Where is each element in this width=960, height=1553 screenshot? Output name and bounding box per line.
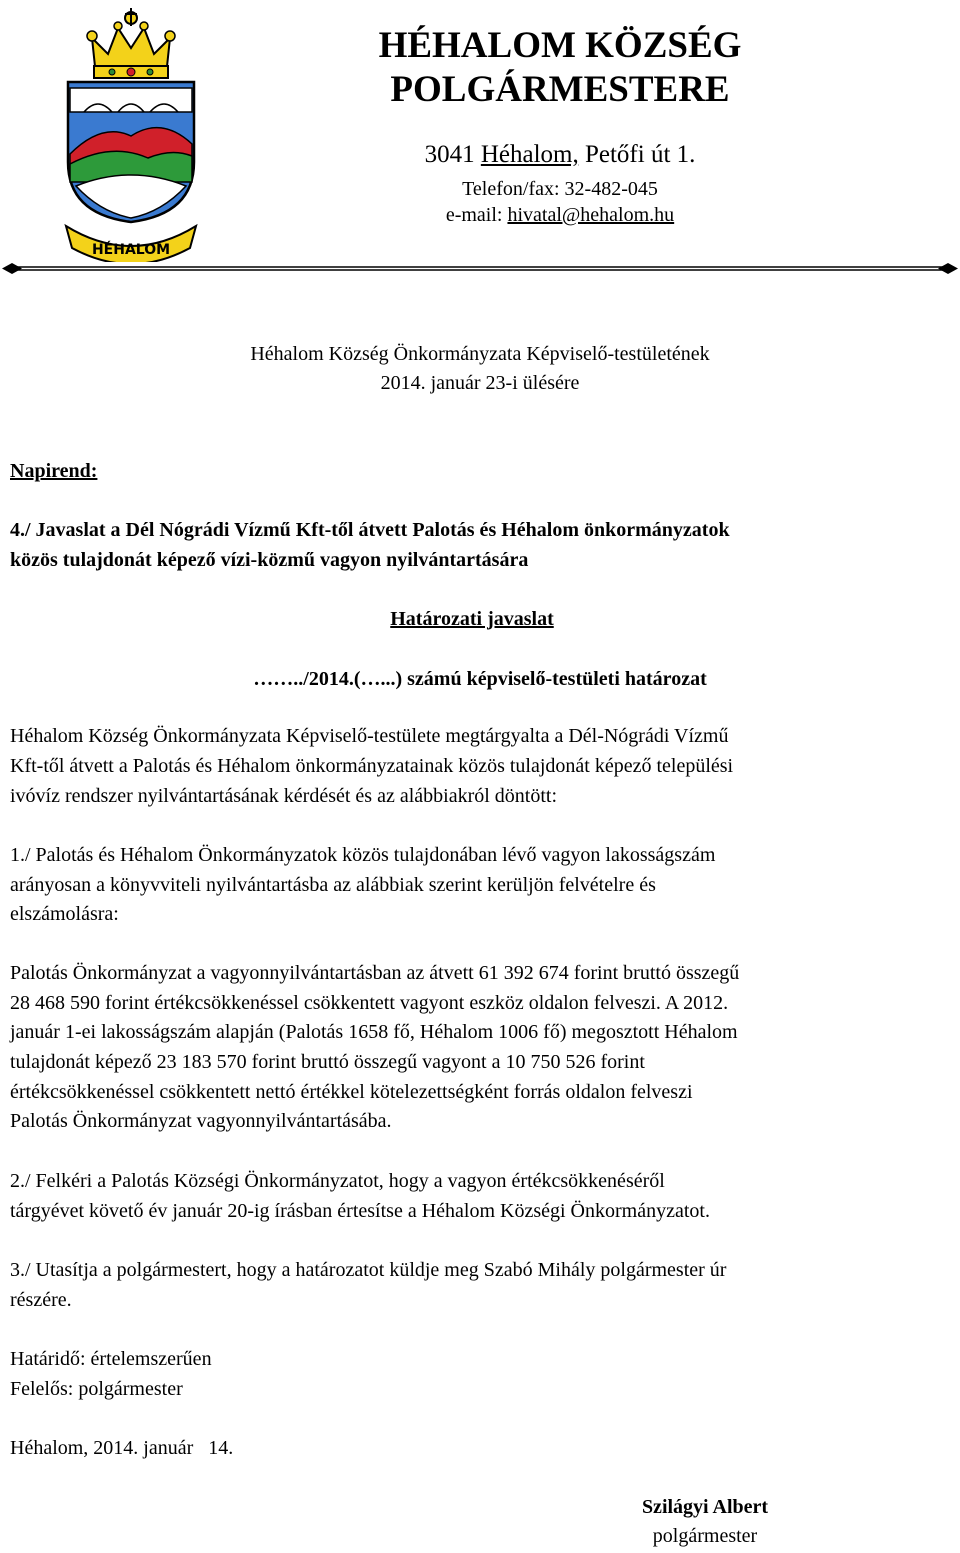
meeting-line1: Héhalom Község Önkormányzata Képviselő-testületének: [250, 343, 710, 365]
responsible-line: Felelős: polgármester: [10, 1378, 183, 1400]
point1-line1: 1./ Palotás és Héhalom Önkormányzatok közös tulajdonában lévő vagyon lakosságszám: [10, 844, 716, 866]
meeting-line2: 2014. január 23-i ülésére: [380, 372, 580, 394]
point2-line2: tárgyévet követő év január 20-ig írásban értesítse a Héhalom Községi Önkormányzatot.: [10, 1200, 710, 1222]
agenda-item-line2: közös tulajdonát képező vízi-közmű vagyon nyilvántartására: [10, 549, 529, 571]
point1-detail-line6: Palotás Önkormányzat vagyonnyilvántartásába.: [10, 1110, 392, 1132]
resolution-heading: Határozati javaslat: [390, 608, 554, 630]
address-zip: 3041: [424, 141, 475, 168]
point1-detail-line1: Palotás Önkormányzat a vagyonnyilvántartásban az átvett 61 392 674 forint bruttó összegű: [10, 962, 740, 984]
point1-detail-line4: tulajdonát képező 23 183 570 forint bruttó összegű vagyont a 10 750 526 forint: [10, 1051, 645, 1073]
point1-line3: elszámolásra:: [10, 903, 119, 925]
place-date-line: Héhalom, 2014. január 14.: [10, 1437, 234, 1459]
point3-line1: 3./ Utasítja a polgármestert, hogy a határozatot küldje meg Szabó Mihály polgármester úr: [10, 1259, 727, 1281]
phone-line: Telefon/fax: 32-482-045: [462, 178, 658, 200]
intro-line1: Héhalom Község Önkormányzata Képviselő-testülete megtárgyalta a Dél-Nógrádi Vízmű: [10, 725, 729, 747]
office-title-line1: HÉHALOM KÖZSÉG: [378, 25, 742, 66]
agenda-label: Napirend:: [10, 460, 98, 482]
intro-line2: Kft-től átvett a Palotás és Héhalom önkormányzatainak közös tulajdonát képező települési: [10, 755, 734, 777]
signatory-title: polgármester: [652, 1525, 758, 1547]
office-title-line2: POLGÁRMESTERE: [390, 69, 730, 110]
signatory-name: Szilágyi Albert: [641, 1496, 769, 1518]
point1-detail-line3: január 1-ei lakosságszám alapján (Palotás 1658 fő, Héhalom 1006 fő) megosztott Héhalom: [10, 1021, 738, 1043]
address-city: Héhalom,: [480, 141, 579, 168]
email-line: [300, 202, 820, 228]
point1-detail-line2: 28 468 590 forint értékcsökkenéssel csökkentett vagyont eszköz oldalon felveszi. A 2012.: [10, 992, 729, 1014]
address-street: Petőfi út 1.: [584, 141, 696, 168]
resolution-number-line: ……../2014.(…...) számú képviselő-testületi határozat: [253, 668, 707, 690]
point1-line2: arányosan a könyvviteli nyilvántartásba az alábbiak szerint kerüljön felvételre és: [10, 874, 656, 896]
email-link[interactable]: hivatal@hehalom.hu: [507, 204, 675, 226]
deadline-line: Határidő: értelemszerűen: [10, 1348, 212, 1370]
point1-detail-line5: értékcsökkenéssel csökkentett nettó értékkel kötelezettségként forrás oldalon felveszi: [10, 1081, 693, 1103]
crest-ribbon-text: HÉHALOM: [91, 242, 171, 258]
point3-line2: részére.: [10, 1289, 72, 1311]
address-line: [300, 140, 820, 170]
email-label: e-mail:: [445, 204, 503, 226]
intro-line3: ivóvíz rendszer nyilvántartásának kérdését és az alábbiakról döntött:: [10, 785, 558, 807]
agenda-item-line1: 4./ Javaslat a Dél Nógrádi Vízmű Kft-től átvett Palotás és Héhalom önkormányzatok: [10, 519, 730, 541]
point2-line1: 2./ Felkéri a Palotás Községi Önkormányzatot, hogy a vagyon értékcsökkenéséről: [10, 1170, 665, 1192]
header-divider: [0, 260, 960, 276]
municipal-crest-logo: [62, 4, 200, 262]
